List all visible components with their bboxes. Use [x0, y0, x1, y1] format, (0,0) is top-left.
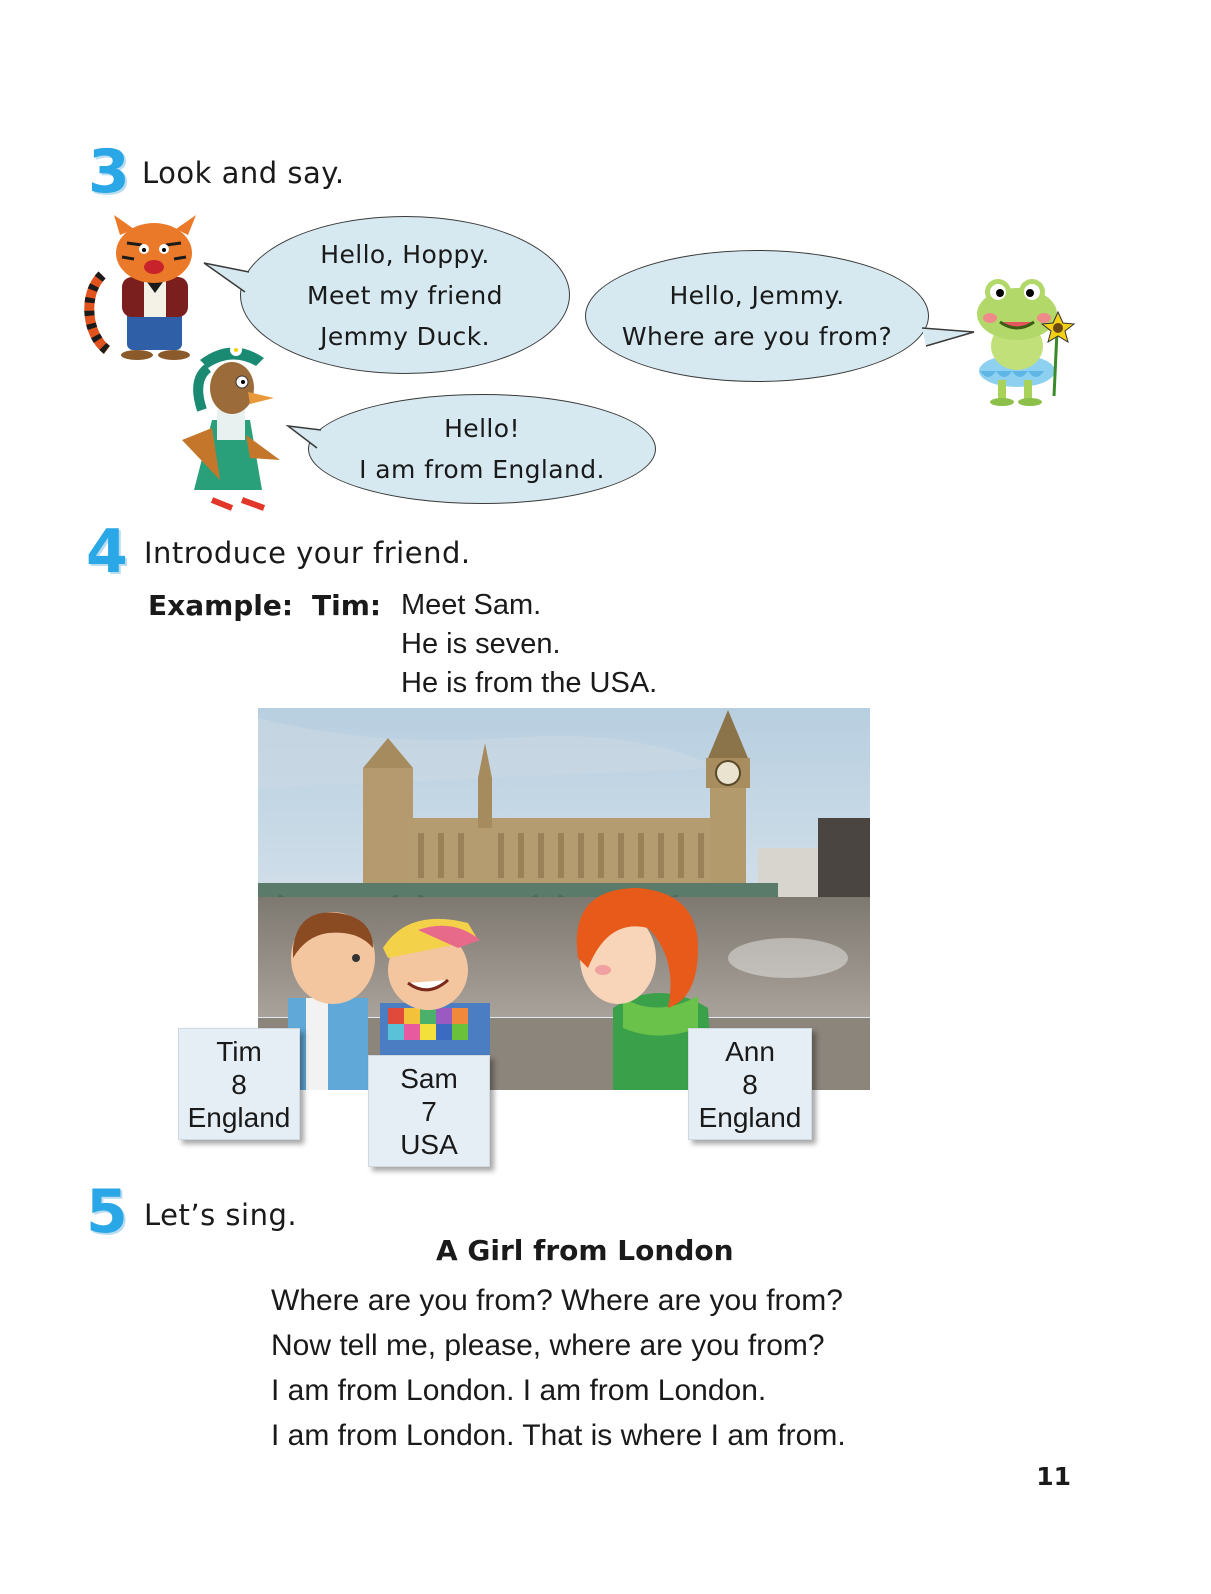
exercise-number-4: 4 — [86, 517, 128, 587]
card-name: Ann — [725, 1035, 775, 1067]
exercise-5-instruction: Let’s sing. — [144, 1198, 298, 1232]
example-label: Example: — [148, 589, 294, 622]
song-lyric-line: Now tell me, please, where are you from? — [271, 1329, 825, 1362]
speech-bubble-duck — [308, 394, 656, 504]
card-age: 8 — [742, 1068, 758, 1100]
card-age: 8 — [231, 1068, 247, 1100]
bubble-cat-line: Hello, Hoppy. — [320, 239, 490, 269]
info-card-ann — [688, 1028, 812, 1140]
song-title: A Girl from London — [436, 1234, 734, 1267]
speech-bubble-frog — [585, 250, 929, 382]
card-age: 7 — [421, 1095, 437, 1127]
frog-illustration — [962, 276, 1077, 408]
example-block — [148, 586, 748, 706]
bubble-duck-line: I am from England. — [359, 455, 605, 484]
bubble-duck-line: Hello! — [444, 414, 520, 443]
card-country: England — [698, 1101, 802, 1133]
example-line: He is seven. — [401, 628, 561, 660]
example-line: Meet Sam. — [401, 589, 542, 621]
bubble-duck-tail — [287, 424, 323, 454]
bubble-cat-line: Jemmy Duck. — [320, 321, 490, 351]
example-speaker: Tim: — [312, 589, 382, 622]
exercise-4-instruction: Introduce your friend. — [144, 536, 471, 570]
card-country: England — [187, 1101, 291, 1133]
card-name: Sam — [400, 1062, 458, 1094]
example-line: He is from the USA. — [401, 667, 658, 699]
speech-bubble-cat — [240, 216, 570, 374]
exercise-number-3: 3 — [88, 137, 130, 207]
song-lyric-line: Where are you from? Where are you from? — [271, 1284, 843, 1317]
exercise-number-5: 5 — [86, 1177, 128, 1247]
card-name: Tim — [216, 1035, 262, 1067]
info-card-tim — [178, 1028, 300, 1140]
cat-illustration — [82, 215, 212, 360]
bubble-cat-line: Meet my friend — [307, 280, 503, 310]
bubble-frog-line: Hello, Jemmy. — [669, 281, 845, 310]
info-card-sam — [368, 1055, 490, 1167]
bubble-cat-tail — [203, 262, 251, 296]
bubble-frog-line: Where are you from? — [621, 322, 893, 351]
song-lyric-line: I am from London. That is where I am from. — [271, 1419, 846, 1452]
song-lyric-line: I am from London. I am from London. — [271, 1374, 767, 1407]
duck-illustration — [172, 340, 287, 515]
page-number: 11 — [1036, 1462, 1071, 1491]
card-country: USA — [400, 1128, 458, 1160]
exercise-3-instruction: Look and say. — [142, 156, 345, 190]
